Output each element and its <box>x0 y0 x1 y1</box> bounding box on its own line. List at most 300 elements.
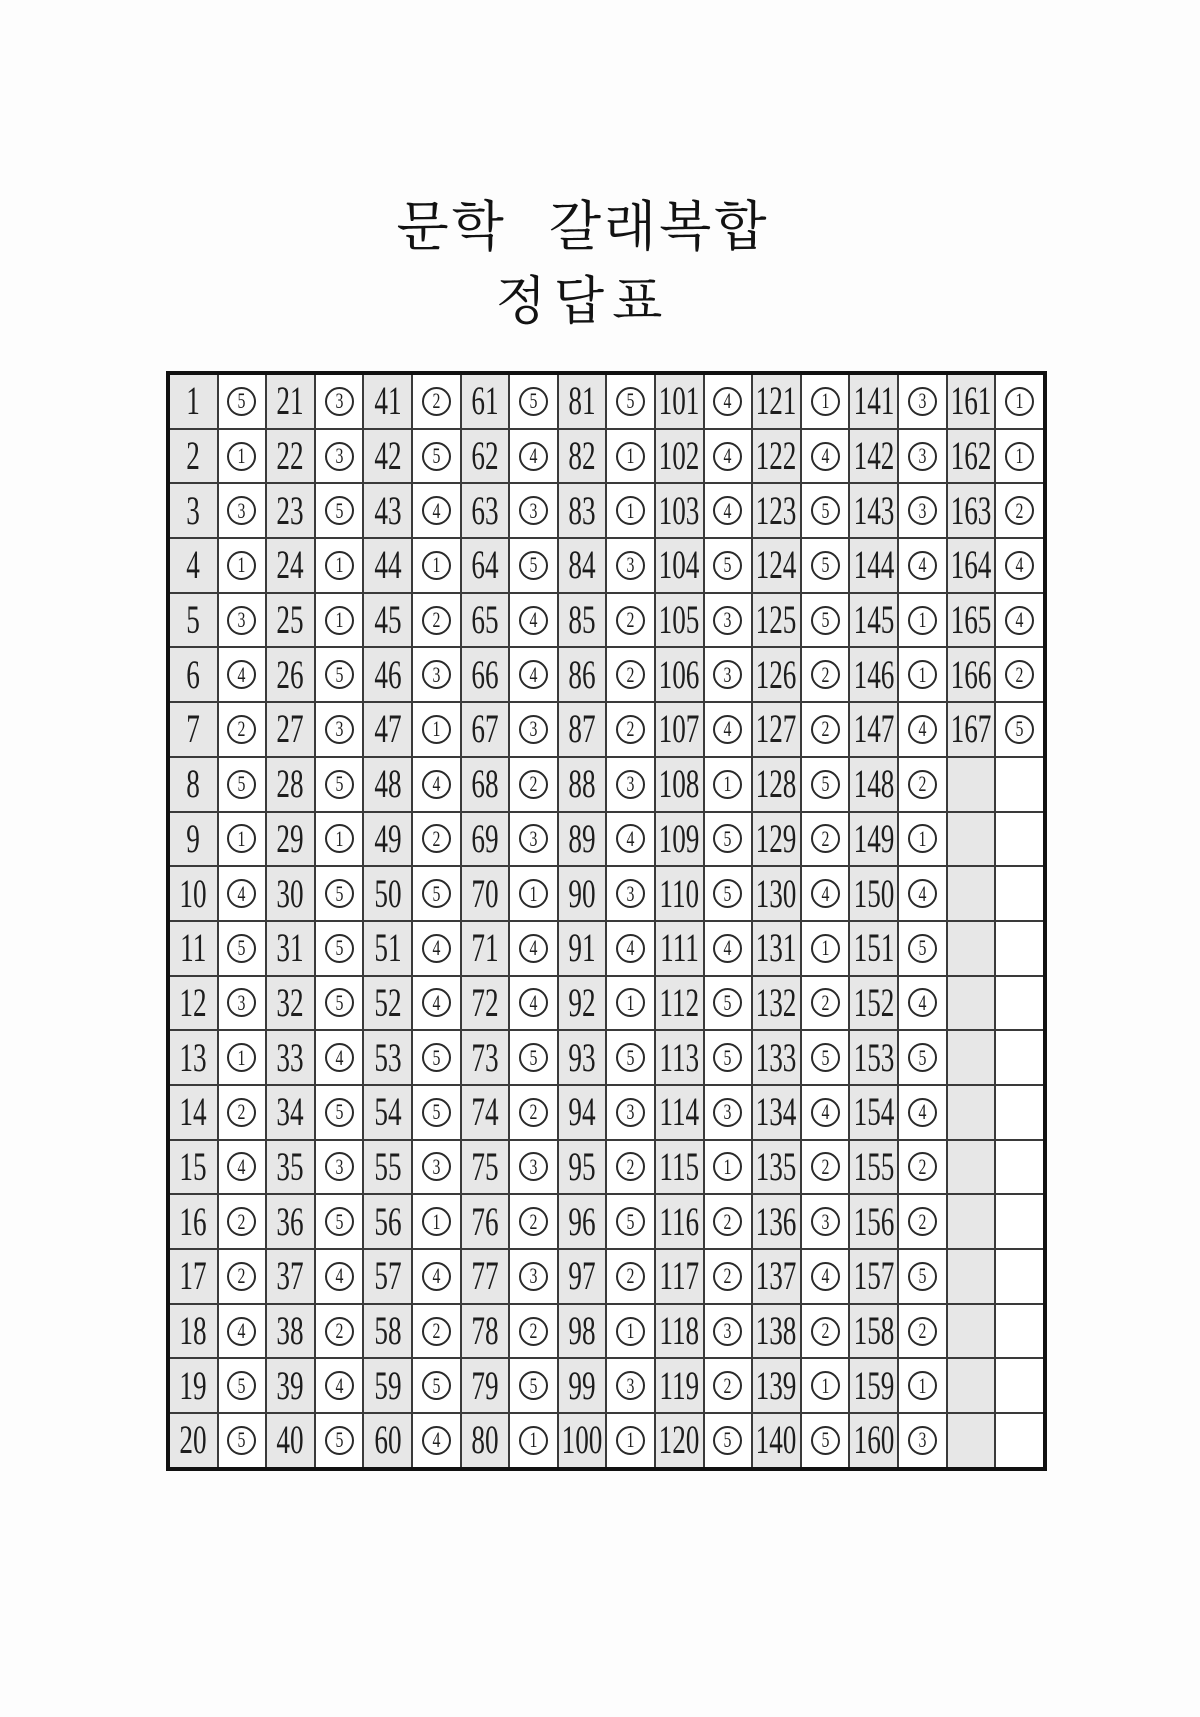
circled-answer: 4 <box>713 715 742 744</box>
question-number-cell <box>559 375 606 428</box>
question-number-cell <box>170 758 217 811</box>
circled-answer: 5 <box>422 1098 451 1127</box>
question-number: 123 <box>756 487 797 533</box>
question-number-cell <box>462 1414 509 1467</box>
question-number: 155 <box>853 1143 895 1189</box>
circled-answer: 4 <box>422 1426 451 1455</box>
question-number-cell <box>462 648 509 701</box>
question-number: 11 <box>180 925 207 971</box>
answer-cell <box>802 1031 849 1084</box>
answer-cell <box>510 1250 557 1303</box>
answer-cell <box>996 1414 1043 1467</box>
answer-cell <box>607 594 654 647</box>
answer-cell <box>219 922 266 975</box>
circled-answer: 3 <box>908 442 937 471</box>
circled-answer: 5 <box>1005 715 1034 744</box>
question-number: 118 <box>659 1308 700 1354</box>
answer-cell <box>607 703 654 756</box>
circled-answer: 2 <box>713 1207 742 1236</box>
question-number: 23 <box>276 487 305 533</box>
question-number-cell <box>267 922 314 975</box>
circled-answer: 5 <box>811 496 840 525</box>
circled-answer: 4 <box>713 496 742 525</box>
answer-cell <box>510 484 557 537</box>
answer-cell <box>219 1359 266 1412</box>
question-number: 21 <box>276 378 305 424</box>
question-number-cell <box>364 484 411 537</box>
answer-cell <box>899 1086 946 1139</box>
question-number-cell <box>753 703 800 756</box>
circled-answer: 2 <box>713 1262 742 1291</box>
answer-cell <box>219 977 266 1030</box>
answer-cell <box>510 539 557 592</box>
page-title: 문학 갈래복합 <box>396 197 770 257</box>
answer-cell <box>316 539 363 592</box>
question-number: 47 <box>374 706 402 752</box>
question-number-cell <box>753 1250 800 1303</box>
question-number-cell <box>462 594 509 647</box>
question-number-cell <box>948 867 995 920</box>
question-number-cell <box>948 922 995 975</box>
circled-answer: 4 <box>616 934 645 963</box>
question-number-cell <box>753 922 800 975</box>
circled-answer: 5 <box>713 1043 742 1072</box>
question-number: 76 <box>471 1198 499 1244</box>
answer-cell <box>510 922 557 975</box>
question-number-cell <box>364 1305 411 1358</box>
question-number-cell <box>462 539 509 592</box>
answer-cell <box>413 648 460 701</box>
circled-answer: 2 <box>908 1207 937 1236</box>
question-number: 96 <box>568 1198 596 1244</box>
answer-cell <box>316 1414 363 1467</box>
answer-cell <box>510 758 557 811</box>
question-number-cell <box>656 1305 703 1358</box>
answer-cell <box>705 1031 752 1084</box>
question-number: 129 <box>756 815 797 861</box>
question-number: 36 <box>276 1198 305 1244</box>
answer-cell <box>219 484 266 537</box>
question-number-cell <box>559 867 606 920</box>
circled-answer: 5 <box>325 879 354 908</box>
question-number-cell <box>170 430 217 483</box>
question-number-cell <box>850 1414 897 1467</box>
circled-answer: 2 <box>519 770 548 799</box>
question-number-cell <box>559 1031 606 1084</box>
question-number: 166 <box>950 651 992 697</box>
question-number-cell <box>948 484 995 537</box>
answer-cell <box>802 977 849 1030</box>
question-number-cell <box>850 1086 897 1139</box>
circled-answer: 4 <box>908 715 937 744</box>
circled-answer: 1 <box>227 824 256 853</box>
circled-answer: 3 <box>422 1152 451 1181</box>
question-number: 72 <box>471 979 499 1025</box>
question-number-cell <box>559 539 606 592</box>
question-number-cell <box>267 758 314 811</box>
answer-cell <box>802 375 849 428</box>
circled-answer: 4 <box>325 1262 354 1291</box>
answer-cell <box>705 1086 752 1139</box>
question-number: 138 <box>756 1308 797 1354</box>
circled-answer: 5 <box>713 879 742 908</box>
question-number: 127 <box>756 706 797 752</box>
question-number: 108 <box>658 761 700 807</box>
question-number: 142 <box>853 433 895 479</box>
answer-cell <box>413 1359 460 1412</box>
circled-answer: 1 <box>616 1317 645 1346</box>
circled-answer: 1 <box>713 1152 742 1181</box>
answer-cell <box>413 922 460 975</box>
question-number: 112 <box>659 979 700 1025</box>
question-number-cell <box>170 1250 217 1303</box>
question-number-cell <box>753 813 800 866</box>
question-number-cell <box>267 1141 314 1194</box>
question-number: 99 <box>568 1362 596 1408</box>
question-number: 29 <box>276 815 305 861</box>
question-number-cell <box>850 813 897 866</box>
question-number: 77 <box>471 1253 499 1299</box>
answer-cell <box>607 1141 654 1194</box>
answer-cell <box>996 1359 1043 1412</box>
question-number: 135 <box>756 1143 797 1189</box>
circled-answer: 3 <box>227 606 256 635</box>
question-number: 37 <box>276 1253 305 1299</box>
question-number: 153 <box>853 1034 895 1080</box>
circled-answer: 5 <box>616 1207 645 1236</box>
answer-cell <box>219 1195 266 1248</box>
question-number: 117 <box>659 1253 700 1299</box>
question-number: 143 <box>853 487 895 533</box>
circled-answer: 1 <box>908 1371 937 1400</box>
answer-cell <box>413 1305 460 1358</box>
answer-cell <box>219 1086 266 1139</box>
question-number: 27 <box>276 706 305 752</box>
circled-answer: 3 <box>325 715 354 744</box>
answer-cell <box>510 1086 557 1139</box>
question-number-cell <box>850 594 897 647</box>
question-number-cell <box>850 539 897 592</box>
circled-answer: 5 <box>325 1426 354 1455</box>
question-number: 89 <box>568 815 596 861</box>
circled-answer: 4 <box>325 1043 354 1072</box>
answer-cell <box>996 430 1043 483</box>
circled-answer: 1 <box>616 496 645 525</box>
question-number-cell <box>948 977 995 1030</box>
question-number: 154 <box>853 1089 895 1135</box>
circled-answer: 4 <box>422 1262 451 1291</box>
answer-cell <box>996 1195 1043 1248</box>
answer-cell <box>219 648 266 701</box>
question-number: 103 <box>658 487 700 533</box>
question-number-cell <box>559 1195 606 1248</box>
answer-cell <box>607 1086 654 1139</box>
circled-answer: 3 <box>519 1152 548 1181</box>
question-number-cell <box>948 1086 995 1139</box>
question-number: 48 <box>374 761 402 807</box>
answer-cell <box>607 1359 654 1412</box>
circled-answer: 5 <box>811 551 840 580</box>
answer-cell <box>802 1250 849 1303</box>
answer-cell <box>219 430 266 483</box>
answer-cell <box>996 594 1043 647</box>
circled-answer: 2 <box>325 1317 354 1346</box>
question-number-cell <box>559 1250 606 1303</box>
answer-cell <box>899 594 946 647</box>
question-number-cell <box>850 1195 897 1248</box>
question-number-cell <box>267 484 314 537</box>
answer-cell <box>899 813 946 866</box>
circled-answer: 5 <box>422 879 451 908</box>
circled-answer: 4 <box>908 879 937 908</box>
question-number-cell <box>656 1086 703 1139</box>
question-number: 33 <box>276 1034 305 1080</box>
circled-answer: 3 <box>908 387 937 416</box>
question-number-cell <box>267 539 314 592</box>
question-number: 44 <box>374 542 402 588</box>
answer-cell <box>607 977 654 1030</box>
circled-answer: 2 <box>811 660 840 689</box>
circled-answer: 4 <box>519 660 548 689</box>
circled-answer: 4 <box>616 824 645 853</box>
question-number-cell <box>462 758 509 811</box>
circled-answer: 1 <box>227 551 256 580</box>
circled-answer: 2 <box>811 1317 840 1346</box>
circled-answer: 3 <box>713 660 742 689</box>
question-number: 128 <box>756 761 797 807</box>
question-number: 32 <box>276 979 305 1025</box>
question-number: 5 <box>186 597 201 643</box>
question-number: 18 <box>179 1308 207 1354</box>
question-number: 24 <box>276 542 305 588</box>
circled-answer: 1 <box>616 1426 645 1455</box>
circled-answer: 2 <box>422 1317 451 1346</box>
answer-cell <box>996 703 1043 756</box>
question-number-cell <box>462 1141 509 1194</box>
answer-cell <box>705 375 752 428</box>
answer-cell <box>996 1141 1043 1194</box>
question-number-cell <box>656 484 703 537</box>
question-number-cell <box>948 1195 995 1248</box>
answer-cell <box>996 1031 1043 1084</box>
circled-answer: 3 <box>325 1152 354 1181</box>
question-number: 53 <box>374 1034 402 1080</box>
question-number: 91 <box>568 925 596 971</box>
answer-cell <box>413 813 460 866</box>
question-number-cell <box>559 648 606 701</box>
circled-answer: 4 <box>811 442 840 471</box>
circled-answer: 5 <box>519 1043 548 1072</box>
question-number-cell <box>850 1359 897 1412</box>
answer-cell <box>510 648 557 701</box>
circled-answer: 5 <box>227 387 256 416</box>
circled-answer: 5 <box>325 1098 354 1127</box>
question-number-cell <box>170 1359 217 1412</box>
question-number-cell <box>364 1086 411 1139</box>
question-number: 150 <box>853 870 895 916</box>
question-number: 25 <box>276 597 305 643</box>
answer-cell <box>996 977 1043 1030</box>
answer-cell <box>802 1195 849 1248</box>
question-number: 57 <box>374 1253 402 1299</box>
question-number-cell <box>850 867 897 920</box>
circled-answer: 4 <box>227 879 256 908</box>
circled-answer: 2 <box>1005 660 1034 689</box>
question-number: 97 <box>568 1253 596 1299</box>
question-number-cell <box>462 1305 509 1358</box>
question-number-cell <box>753 375 800 428</box>
question-number: 167 <box>950 706 992 752</box>
question-number: 81 <box>568 378 596 424</box>
question-number: 51 <box>374 925 402 971</box>
question-number: 54 <box>374 1089 402 1135</box>
question-number: 116 <box>659 1198 700 1244</box>
question-number-cell <box>656 430 703 483</box>
circled-answer: 5 <box>811 606 840 635</box>
question-number: 87 <box>568 706 596 752</box>
question-number-cell <box>462 1195 509 1248</box>
question-number: 158 <box>853 1308 895 1354</box>
question-number: 71 <box>471 925 499 971</box>
question-number-cell <box>753 1031 800 1084</box>
question-number: 4 <box>186 542 201 588</box>
circled-answer: 4 <box>227 660 256 689</box>
circled-answer: 3 <box>908 1426 937 1455</box>
question-number-cell <box>170 539 217 592</box>
question-number-cell <box>753 867 800 920</box>
question-number: 126 <box>756 651 797 697</box>
answer-cell <box>607 430 654 483</box>
answer-cell <box>219 594 266 647</box>
answer-cell <box>413 484 460 537</box>
question-number: 65 <box>471 597 499 643</box>
circled-answer: 4 <box>422 988 451 1017</box>
answer-key-table <box>166 371 1047 1471</box>
circled-answer: 1 <box>519 879 548 908</box>
circled-answer: 5 <box>422 442 451 471</box>
question-number-cell <box>364 867 411 920</box>
question-number: 86 <box>568 651 596 697</box>
answer-cell <box>996 648 1043 701</box>
question-number-cell <box>656 594 703 647</box>
question-number: 34 <box>276 1089 305 1135</box>
question-number-cell <box>364 1414 411 1467</box>
answer-cell <box>705 758 752 811</box>
circled-answer: 4 <box>908 1098 937 1127</box>
question-number-cell <box>850 375 897 428</box>
question-number: 22 <box>276 433 305 479</box>
question-number: 17 <box>179 1253 207 1299</box>
answer-cell <box>413 1414 460 1467</box>
question-number-cell <box>656 1359 703 1412</box>
answer-cell <box>219 813 266 866</box>
question-number-cell <box>753 1414 800 1467</box>
circled-answer: 4 <box>519 988 548 1017</box>
answer-cell <box>413 1250 460 1303</box>
question-number: 74 <box>471 1089 499 1135</box>
answer-cell <box>802 703 849 756</box>
question-number: 82 <box>568 433 596 479</box>
question-number-cell <box>559 1359 606 1412</box>
question-number: 121 <box>756 378 797 424</box>
question-number-cell <box>170 1305 217 1358</box>
question-number-cell <box>753 539 800 592</box>
question-number: 113 <box>659 1034 700 1080</box>
circled-answer: 3 <box>519 1262 548 1291</box>
question-number: 50 <box>374 870 402 916</box>
question-number: 80 <box>471 1417 499 1463</box>
circled-answer: 5 <box>713 551 742 580</box>
question-number-cell <box>850 703 897 756</box>
answer-cell <box>413 1086 460 1139</box>
question-number-cell <box>170 1195 217 1248</box>
question-number-cell <box>267 430 314 483</box>
circled-answer: 4 <box>1005 551 1034 580</box>
answer-cell <box>802 758 849 811</box>
question-number: 106 <box>658 651 700 697</box>
question-number-cell <box>948 648 995 701</box>
answer-cell <box>316 648 363 701</box>
answer-cell <box>219 758 266 811</box>
question-number: 111 <box>659 925 699 971</box>
question-number: 92 <box>568 979 596 1025</box>
question-number-cell <box>267 1031 314 1084</box>
answer-cell <box>413 430 460 483</box>
answer-cell <box>316 1141 363 1194</box>
circled-answer: 4 <box>519 606 548 635</box>
question-number-cell <box>656 977 703 1030</box>
circled-answer: 1 <box>713 770 742 799</box>
question-number: 93 <box>568 1034 596 1080</box>
question-number-cell <box>462 484 509 537</box>
circled-answer: 5 <box>325 1207 354 1236</box>
question-number-cell <box>656 1031 703 1084</box>
question-number-cell <box>364 430 411 483</box>
answer-cell <box>316 867 363 920</box>
answer-cell <box>705 1305 752 1358</box>
question-number: 140 <box>756 1417 797 1463</box>
question-number: 163 <box>950 487 992 533</box>
circled-answer: 5 <box>227 1426 256 1455</box>
circled-answer: 1 <box>811 387 840 416</box>
answer-cell <box>705 484 752 537</box>
question-number-cell <box>462 813 509 866</box>
question-number-cell <box>656 758 703 811</box>
answer-cell <box>316 922 363 975</box>
circled-answer: 4 <box>422 770 451 799</box>
answer-cell <box>705 813 752 866</box>
circled-answer: 4 <box>811 879 840 908</box>
circled-answer: 3 <box>713 1098 742 1127</box>
circled-answer: 3 <box>519 824 548 853</box>
question-number-cell <box>753 1086 800 1139</box>
answer-cell <box>316 1305 363 1358</box>
question-number: 132 <box>756 979 797 1025</box>
circled-answer: 2 <box>616 715 645 744</box>
circled-answer: 2 <box>811 988 840 1017</box>
question-number-cell <box>656 703 703 756</box>
answer-cell <box>705 1414 752 1467</box>
circled-answer: 1 <box>811 934 840 963</box>
question-number-cell <box>462 1359 509 1412</box>
answer-cell <box>899 867 946 920</box>
circled-answer: 3 <box>616 1098 645 1127</box>
question-number-cell <box>753 594 800 647</box>
question-number-cell <box>267 1250 314 1303</box>
answer-cell <box>899 1250 946 1303</box>
question-number: 124 <box>756 542 797 588</box>
question-number-cell <box>267 1414 314 1467</box>
